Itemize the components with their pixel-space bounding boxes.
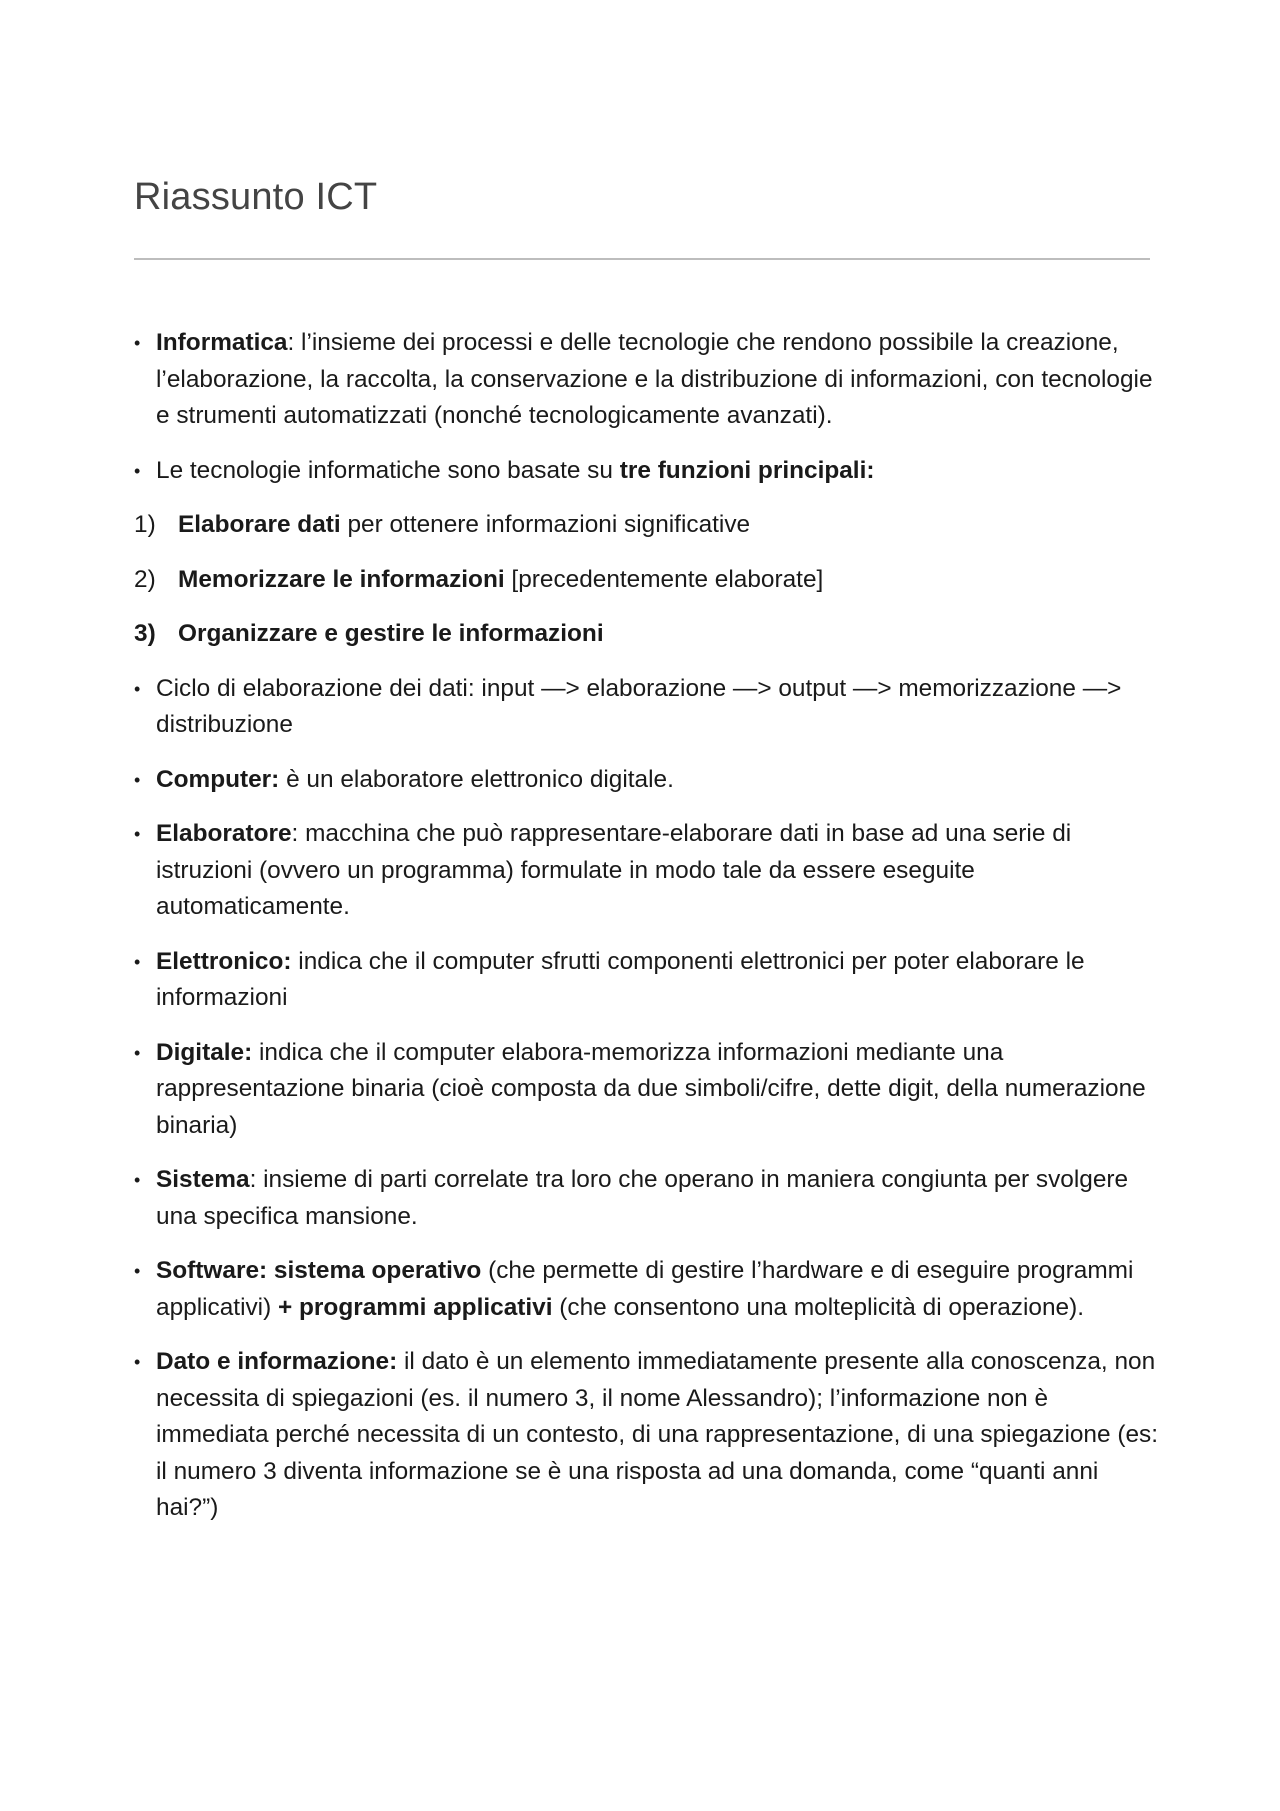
list-item: [134, 1253, 1164, 1326]
term: Elettronico:: [156, 947, 292, 975]
definition: (che permette di gestire l’hardware e di eseguire programmi applicativi): [156, 1257, 1134, 1321]
bullet-icon: •: [134, 951, 141, 972]
definition: Le tecnologie informatiche sono basate su: [156, 456, 620, 484]
definition: il dato è un elemento immediatamente presente alla conoscenza, non necessita di spiegazioni (es. il numero 3, il nome Alessandro); l’informazione non è immediata perché necessita di un contesto, di una rappresentazione, di una spiegazione (es: il numero 3 diventa informazione se è una risposta ad una domanda, come “quanti anni hai?”): [156, 1348, 1158, 1521]
list-item: [134, 944, 1164, 1017]
bullet-icon: •: [134, 769, 141, 790]
definition: è un elaboratore elettronico digitale.: [279, 765, 674, 793]
list-item: [134, 453, 1164, 490]
definition: Ciclo di elaborazione dei dati: input —> elaborazione —> output —> memorizzazione —> distribuzione: [156, 674, 1122, 738]
numbered-item: [134, 616, 1164, 653]
item-number: 2): [134, 565, 156, 593]
term: Digitale:: [156, 1038, 253, 1066]
term: + programmi applicativi: [278, 1293, 553, 1321]
definition: : macchina che può rappresentare-elaborare dati in base ad una serie di istruzioni (ovvero un programma) formulate in modo tale da essere eseguite automaticamente.: [156, 820, 1072, 920]
item-number: 1): [134, 511, 156, 538]
bullet-icon: •: [134, 1352, 141, 1372]
list-item: [134, 1344, 1164, 1527]
list-item: [134, 671, 1164, 744]
term: Informatica: [156, 329, 288, 356]
term: tre funzioni principali:: [619, 456, 875, 484]
definition: indica che il computer sfrutti componenti elettronici per poter elaborare le informazioni: [156, 947, 1085, 1011]
numbered-item: [134, 562, 1164, 599]
definition: : l’insieme dei processi e delle tecnologie che rendono possibile la creazione, l’elaborazione, la raccolta, la conservazione e la distribuzione di informazioni, con tecnologie e strumenti automatizzati (nonché tecnologicamente avanzati).: [156, 329, 1153, 429]
term: Computer:: [156, 765, 280, 793]
page-title: Riassunto ICT: [134, 176, 378, 218]
bullet-icon: •: [134, 1261, 141, 1281]
definition: indica che il computer elabora-memorizza informazioni mediante una rappresentazione binaria (cioè composta da due simboli/cifre, dette digit, della numerazione binaria): [156, 1038, 1146, 1139]
list-item: [134, 1162, 1164, 1235]
document-body: [134, 325, 1164, 1545]
term: Memorizzare le informazioni: [178, 565, 505, 593]
bullet-icon: •: [134, 678, 141, 699]
term: Elaborare dati: [178, 511, 341, 538]
definition: (che consentono una molteplicità di operazione).: [552, 1293, 1084, 1321]
list-item: [134, 762, 1164, 799]
term: Elaboratore: [156, 820, 292, 847]
term: Organizzare e gestire le informazioni: [178, 620, 604, 647]
bullet-icon: •: [134, 460, 141, 481]
term: Sistema: [156, 1166, 250, 1193]
term: Software: sistema operativo: [156, 1257, 482, 1284]
definition: : insieme di parti correlate tra loro che operano in maniera congiunta per svolgere una specifica mansione.: [156, 1166, 1129, 1230]
bullet-icon: •: [134, 1042, 141, 1063]
definition: per ottenere informazioni significative: [340, 511, 751, 538]
list-item: [134, 816, 1164, 926]
numbered-item: [134, 507, 1164, 544]
title-divider: [134, 258, 1150, 260]
term: Dato e informazione:: [156, 1348, 398, 1375]
list-item: [134, 325, 1164, 435]
bullet-icon: •: [134, 333, 141, 353]
item-number: 3): [134, 620, 156, 647]
bullet-icon: •: [134, 824, 141, 844]
bullet-icon: •: [134, 1170, 141, 1190]
list-item: [134, 1035, 1164, 1145]
definition: [precedentemente elaborate]: [504, 565, 824, 593]
